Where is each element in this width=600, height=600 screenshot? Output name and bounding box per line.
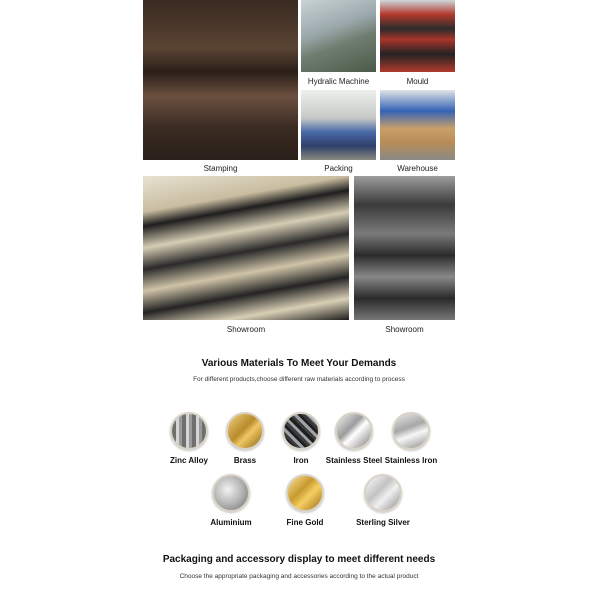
showroom-caption-left: Showroom [226, 325, 266, 334]
mould-photo [380, 0, 455, 72]
warehouse-photo [380, 90, 455, 160]
material-label: Iron [293, 456, 309, 465]
gold-icon [286, 474, 324, 512]
material-sterling-silver [343, 474, 423, 527]
material-stainless-iron [371, 412, 451, 465]
stamping-caption: Stamping [203, 164, 238, 173]
packing-photo [301, 90, 376, 160]
packaging-title: Packaging and accessory display to meet different needs [162, 554, 436, 565]
material-label: Zinc Alloy [170, 456, 208, 465]
hydraulic-machine-caption: Hydralic Machine [307, 77, 370, 86]
stainless-iron-icon [392, 412, 430, 450]
stainless-steel-icon [335, 412, 373, 450]
showroom-caption-right: Showroom [385, 325, 424, 334]
materials-title: Various Materials To Meet Your Demands [201, 358, 397, 369]
hydraulic-machine-photo [301, 0, 376, 72]
material-fine-gold [265, 474, 345, 527]
materials-subtitle: For different products,choose different raw materials according to process [193, 376, 405, 383]
brass-icon [226, 412, 264, 450]
showroom-photo-left [143, 176, 349, 320]
material-label: Brass [233, 456, 257, 465]
material-label: Aluminium [210, 518, 252, 527]
packaging-subtitle: Choose the appropriate packaging and accessories according to the actual product [179, 573, 419, 580]
silver-icon [364, 474, 402, 512]
material-label: Stainless Steel [325, 456, 383, 465]
stamping-photo [143, 0, 298, 160]
warehouse-caption: Warehouse [397, 164, 438, 173]
zinc-alloy-icon [170, 412, 208, 450]
material-aluminium [191, 474, 271, 527]
material-label: Stainless Iron [384, 456, 438, 465]
material-label: Fine Gold [286, 518, 324, 527]
showroom-photo-right [354, 176, 455, 320]
packing-caption: Packing [324, 164, 353, 173]
aluminium-icon [212, 474, 250, 512]
mould-caption: Mould [406, 77, 429, 86]
material-label: Sterling Silver [356, 518, 410, 527]
